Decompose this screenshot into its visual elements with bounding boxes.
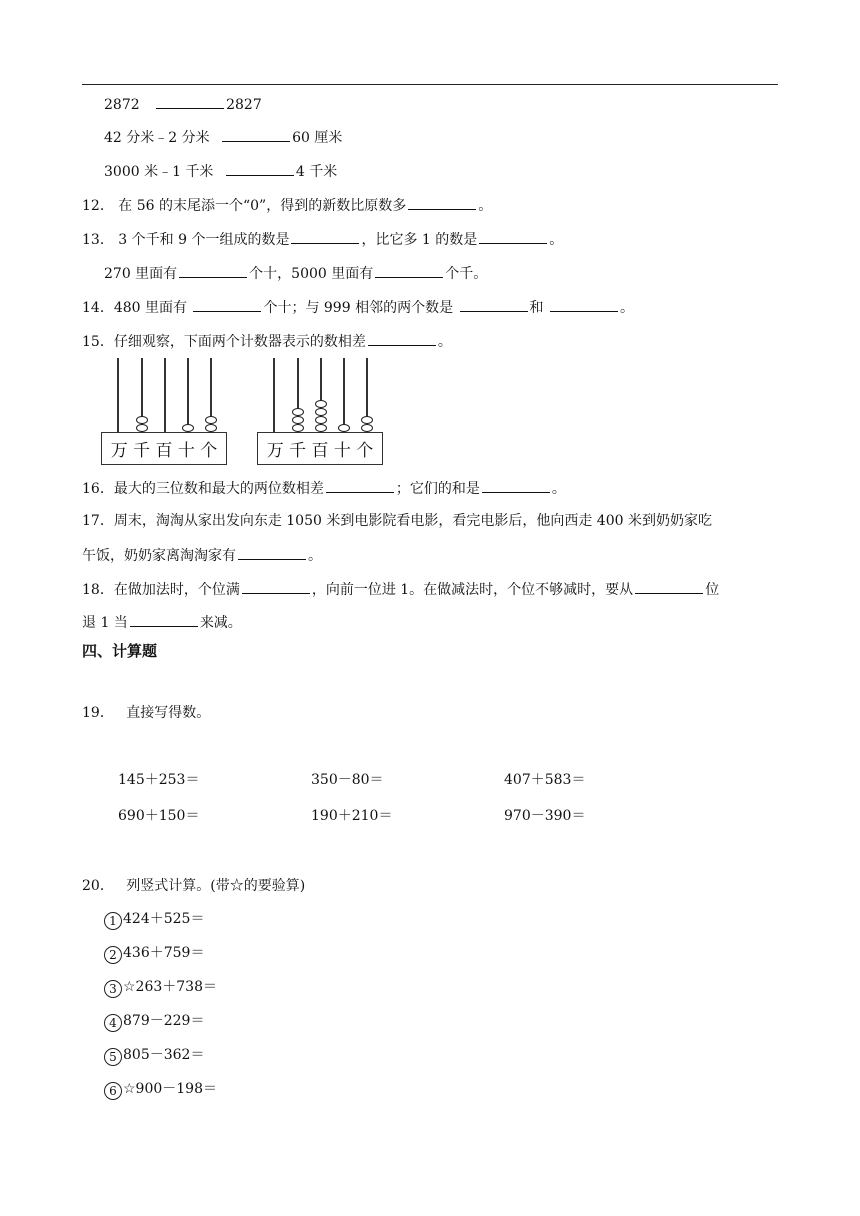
abacus-bead [361,424,373,432]
calc-item: 145＋253＝ [118,772,200,788]
question-14 [82,297,634,318]
circled-number: 3 [104,980,122,998]
calc-expression: 879－229＝ [123,1013,205,1029]
calc-item: 190＋210＝ [311,808,393,824]
answer-blank[interactable] [179,263,247,278]
question-12 [82,195,492,216]
abacus-bead [361,416,373,424]
compare-left: 2872 [104,97,140,113]
place-label: 百 [311,441,329,461]
question-text: 和 [529,300,544,316]
punct: 。 [551,481,566,497]
question-number: 19． [82,705,114,721]
place-label: 个 [200,441,218,461]
answer-blank[interactable] [635,579,703,594]
place-label: 十 [177,441,195,461]
answer-blank[interactable] [479,229,547,244]
abacus-base [101,432,227,465]
vertical-calc-item [104,909,204,930]
question-text: 仔细观察，下面两个计数器表示的数相差 [113,334,366,350]
circled-number: 1 [104,912,122,930]
question-number: 12． [82,198,114,214]
answer-blank[interactable] [238,545,306,560]
circled-number: 6 [104,1082,122,1100]
question-number: 13． [82,232,114,248]
abacus-rod [273,358,275,432]
calc-expression: ☆263＋738＝ [123,979,217,995]
question-text: 周末，淘淘从家出发向东走 1050 米到电影院看电影，看完电影后，他向西走 400 米到奶奶家吃 [113,513,712,529]
question-13 [82,229,563,250]
question-text: 退 1 当 [82,615,128,631]
vertical-calc-item [104,1011,204,1032]
question-15 [82,331,452,352]
question-text: 个十，5000 里面有 [249,266,374,282]
calc-item: 407＋583＝ [504,772,586,788]
question-text: 直接写得数。 [126,705,211,721]
answer-blank[interactable] [242,579,310,594]
place-label: 千 [289,441,307,461]
abacus-bead [292,416,304,424]
calc-expression: ☆900－198＝ [123,1081,217,1097]
question-text: ，向前一位进 1。在做减法时，个位不够减时，要从 [311,582,634,598]
question-text: ，比它多 1 的数是 [361,232,478,248]
question-number: 15． [82,334,114,350]
question-number: 14． [82,300,114,316]
circled-number: 2 [104,946,122,964]
abacus-bead [338,424,350,432]
question-text: ；它们的和是 [395,481,480,497]
abacus-bead [136,416,148,424]
vertical-calc-item [104,977,217,998]
compare-row-3 [104,161,337,182]
answer-blank[interactable] [482,478,550,493]
question-text: 在做加法时，个位满 [113,582,240,598]
abacus-bead [292,424,304,432]
circled-number: 5 [104,1048,122,1066]
compare-right: 2827 [226,97,262,113]
calc-item: 350－80＝ [311,772,384,788]
abacus-bead [205,416,217,424]
question-number: 16． [82,481,114,497]
place-label: 百 [155,441,173,461]
compare-right: 4 千米 [295,164,338,180]
abacus-right [257,358,383,466]
abacus-bead [292,408,304,416]
question-number: 20． [82,878,114,894]
vertical-calc-item [104,943,204,964]
question-13-part2 [104,263,487,284]
abacus-rod [187,358,189,432]
question-19 [82,703,210,723]
question-number: 18． [82,582,114,598]
punct: 。 [549,232,564,248]
answer-blank[interactable] [193,297,261,312]
abacus-bead [205,424,217,432]
answer-blank[interactable] [408,195,476,210]
question-text: 个千。 [445,266,488,282]
circled-number: 4 [104,1014,122,1032]
answer-blank[interactable] [130,612,198,627]
answer-blank[interactable] [156,94,224,109]
question-text: 480 里面有 [113,300,187,316]
answer-blank[interactable] [375,263,443,278]
answer-blank[interactable] [460,297,528,312]
vertical-calc-item [104,1045,204,1066]
abacus-rod [164,358,166,432]
question-text: 270 里面有 [104,266,178,282]
question-17-part2 [82,545,322,566]
calc-expression: 436＋759＝ [123,945,205,961]
question-text: 列竖式计算。(带☆的要验算) [126,878,306,894]
punct: 。 [478,198,493,214]
answer-blank[interactable] [326,478,394,493]
punct: 。 [437,334,452,350]
calc-item: 970－390＝ [504,808,586,824]
abacus-rod [343,358,345,432]
punct: 。 [619,300,634,316]
question-text: 3 个千和 9 个一组成的数是 [118,232,290,248]
abacus-bead [315,408,327,416]
question-20 [82,876,305,896]
place-label: 千 [133,441,151,461]
question-text: 最大的三位数和最大的两位数相差 [113,481,324,497]
compare-row-2 [104,127,342,148]
question-18-part2 [82,612,242,633]
calc-expression: 805－362＝ [123,1047,205,1063]
abacus-bead [136,424,148,432]
compare-left: 3000 米﹣1 千米 [104,164,214,180]
abacus-bead [182,424,194,432]
calc-item: 690＋150＝ [118,808,200,824]
abacus-rod [117,358,119,432]
punct: 。 [308,548,322,564]
calc-expression: 424＋525＝ [123,911,205,927]
question-18 [82,579,719,600]
question-number: 17． [82,513,114,529]
abacus-base [257,432,383,465]
answer-blank[interactable] [226,161,294,176]
place-label: 万 [266,441,284,461]
compare-right: 60 厘米 [292,130,343,146]
abacus-bead [315,400,327,408]
section-heading: 四、计算题 [82,642,158,660]
vertical-calc-item [104,1079,217,1100]
answer-blank[interactable] [222,127,290,142]
compare-left: 42 分米﹣2 分米 [104,130,210,146]
question-text: 来减。 [199,615,242,631]
question-text: 午饭，奶奶家离淘淘家有 [82,548,236,564]
header-rule [82,84,778,85]
question-text: 个十；与 999 相邻的两个数是 [263,300,454,316]
question-text: 位 [705,582,720,598]
abacus-left [101,358,227,466]
answer-blank[interactable] [291,229,359,244]
question-text: 在 56 的末尾添一个“0”，得到的新数比原数多 [118,198,407,214]
place-label: 万 [110,441,128,461]
answer-blank[interactable] [550,297,618,312]
abacus-bead [315,416,327,424]
question-16 [82,478,566,499]
compare-row-1 [104,94,262,115]
place-label: 十 [333,441,351,461]
question-17 [82,511,712,531]
answer-blank[interactable] [368,331,436,346]
place-label: 个 [356,441,374,461]
abacus-bead [315,424,327,432]
